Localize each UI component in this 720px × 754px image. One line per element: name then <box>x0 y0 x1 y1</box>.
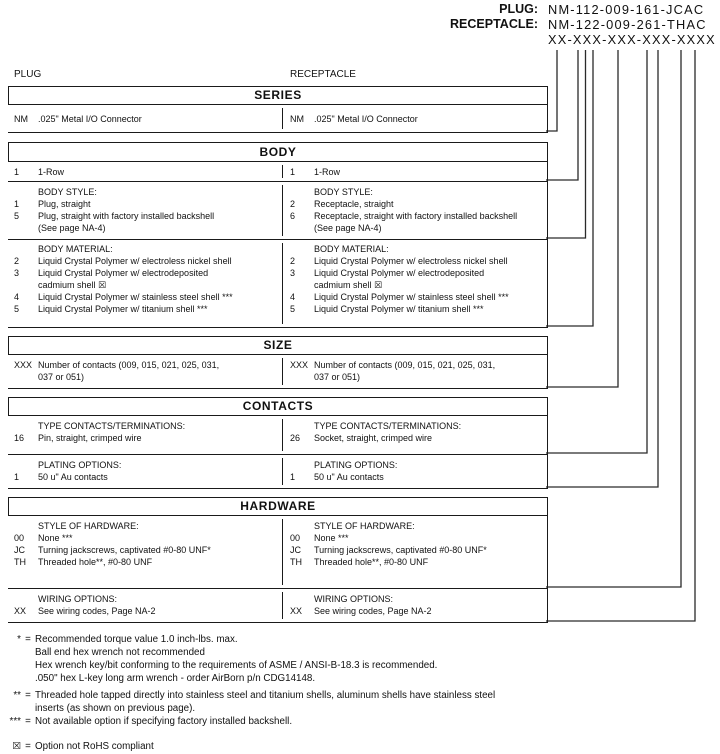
footnote-group-backshell: *** = Not available option if specifying factory installed backshell. <box>7 715 715 728</box>
series-section-header: SERIES <box>8 86 548 105</box>
plug-column-header: PLUG <box>14 69 42 80</box>
series-receptacle-cell <box>283 105 547 132</box>
body-row-count-row: 1 1-Row 1 1-Row <box>8 162 548 182</box>
column-divider <box>282 519 283 585</box>
column-divider <box>282 419 283 451</box>
contacts-type-label: TYPE CONTACTS/TERMINATIONS: <box>38 421 186 431</box>
body-material-subsection: BODY MATERIAL: 2 Liquid Crystal Polymer w/ electroless nickel shell 3 Liquid Crystal Polymer w/ electrodeposited cadmium shell ☒ 4 Liquid Crystal Polymer w/ stainless steel shell *** 5 Liquid Crystal Polymer w/ titanium shell *** BODY MATERIAL: 2 Liquid Crystal Polymer w/ electroless nickel shell 3 Liquid Crystal Polymer w/ electrodeposited cadmium shell ☒ 4 Liquid Crystal Polymer w/ stainless steel shell *** 5 Liquid Crystal Polymer w/ titanium shell *** <box>8 240 548 328</box>
wiring-subsection: WIRING OPTIONS: XX See wiring codes, Page NA-2 WIRING OPTIONS: XX See wiring codes, Page NA-2 <box>8 589 548 623</box>
part-number-mask: XX-XXX-XXX-XXX-XXXX <box>548 32 716 47</box>
rohs-box-icon: ☒ <box>12 741 21 752</box>
footnote-group-threaded-hole: ** = Threaded hole tapped directly into stainless steel and titanium shells, aluminum shells have stainless steel inserts (as shown on previous page). <box>7 689 715 715</box>
column-divider <box>282 458 283 485</box>
ordering-table <box>8 66 548 623</box>
size-row: XXX Number of contacts (009, 015, 021, 025, 031, 037 or 051) XXX Number of contacts (009, 015, 021, 025, 031, 037 or 051) <box>8 355 548 389</box>
body-section-header: BODY <box>8 142 548 162</box>
hardware-style-subsection: STYLE OF HARDWARE: 00 None *** JC Turning jackscrews, captivated #0-80 UNF* TH Threaded hole**, #0-80 UNF STYLE OF HARDWARE: 00 None *** JC Turning jackscrews, captivated #0-80 UNF* TH Threaded hole**, #0-80 UNF <box>8 516 548 589</box>
contacts-type-subsection: TYPE CONTACTS/TERMINATIONS: 16 Pin, straight, crimped wire TYPE CONTACTS/TERMINATIONS: 26 Socket, straight, crimped wire <box>8 416 548 455</box>
receptacle-part-number-value: NM-122-009-261-THAC <box>548 17 707 32</box>
series-plug-code: NM <box>14 114 28 124</box>
triple-asterisk-marker: *** <box>9 716 21 727</box>
series-row <box>8 105 548 133</box>
plug-part-number-row <box>390 2 718 17</box>
hardware-section-header: HARDWARE <box>8 497 548 516</box>
series-plug-cell <box>8 105 283 132</box>
wiring-label: WIRING OPTIONS: <box>314 594 394 604</box>
series-plug-desc: .025" Metal I/O Connector <box>38 114 142 124</box>
contacts-section-header: CONTACTS <box>8 397 548 416</box>
wiring-label: WIRING OPTIONS: <box>38 594 118 604</box>
hardware-style-label: STYLE OF HARDWARE: <box>38 521 139 531</box>
receptacle-part-number-row <box>390 17 718 32</box>
hardware-style-label: STYLE OF HARDWARE: <box>314 521 415 531</box>
column-divider <box>282 185 283 236</box>
part-number-mask-row <box>390 32 718 47</box>
footnote-group-rohs: ☒ = Option not RoHS compliant <box>7 740 715 753</box>
body-style-label: BODY STYLE: <box>314 187 373 197</box>
body-material-label: BODY MATERIAL: <box>38 244 113 254</box>
column-divider <box>282 358 283 385</box>
asterisk-marker: * <box>17 634 21 645</box>
column-divider <box>282 592 283 619</box>
column-divider <box>282 243 283 324</box>
size-section-header: SIZE <box>8 336 548 355</box>
series-receptacle-code: NM <box>290 114 304 124</box>
part-number-header <box>390 2 718 47</box>
double-asterisk-marker: ** <box>13 690 21 701</box>
plug-part-number-label: PLUG: <box>499 2 538 16</box>
footnote-group-torque: * = Recommended torque value 1.0 inch-lbs. max. Ball end hex wrench not recommended Hex wrench key/bit conforming to the requirements of ASME / ANSI-B-18.3 is recommended. .050" hex L-key long arm wrench - order AirBorn p/n CDG14148. <box>7 633 715 685</box>
plating-label: PLATING OPTIONS: <box>314 460 398 470</box>
plating-label: PLATING OPTIONS: <box>38 460 122 470</box>
footnotes <box>7 633 715 753</box>
series-receptacle-desc: .025" Metal I/O Connector <box>314 114 418 124</box>
column-headers <box>8 66 548 84</box>
contacts-type-label: TYPE CONTACTS/TERMINATIONS: <box>314 421 462 431</box>
body-style-subsection: BODY STYLE: 1 Plug, straight 5 Plug, straight with factory installed backshell (See page NA-4) BODY STYLE: 2 Receptacle, straight 6 Receptacle, straight with factory installed backshell (See page NA-4) <box>8 182 548 240</box>
plating-subsection: PLATING OPTIONS: 1 50 u" Au contacts PLATING OPTIONS: 1 50 u" Au contacts <box>8 455 548 489</box>
body-style-label: BODY STYLE: <box>38 187 97 197</box>
column-divider <box>282 108 283 129</box>
receptacle-column-header: RECEPTACLE <box>290 69 356 80</box>
body-material-label: BODY MATERIAL: <box>314 244 389 254</box>
plug-part-number-value: NM-112-009-161-JCAC <box>548 2 705 17</box>
receptacle-part-number-label: RECEPTACLE: <box>450 17 538 31</box>
column-divider <box>282 165 283 178</box>
